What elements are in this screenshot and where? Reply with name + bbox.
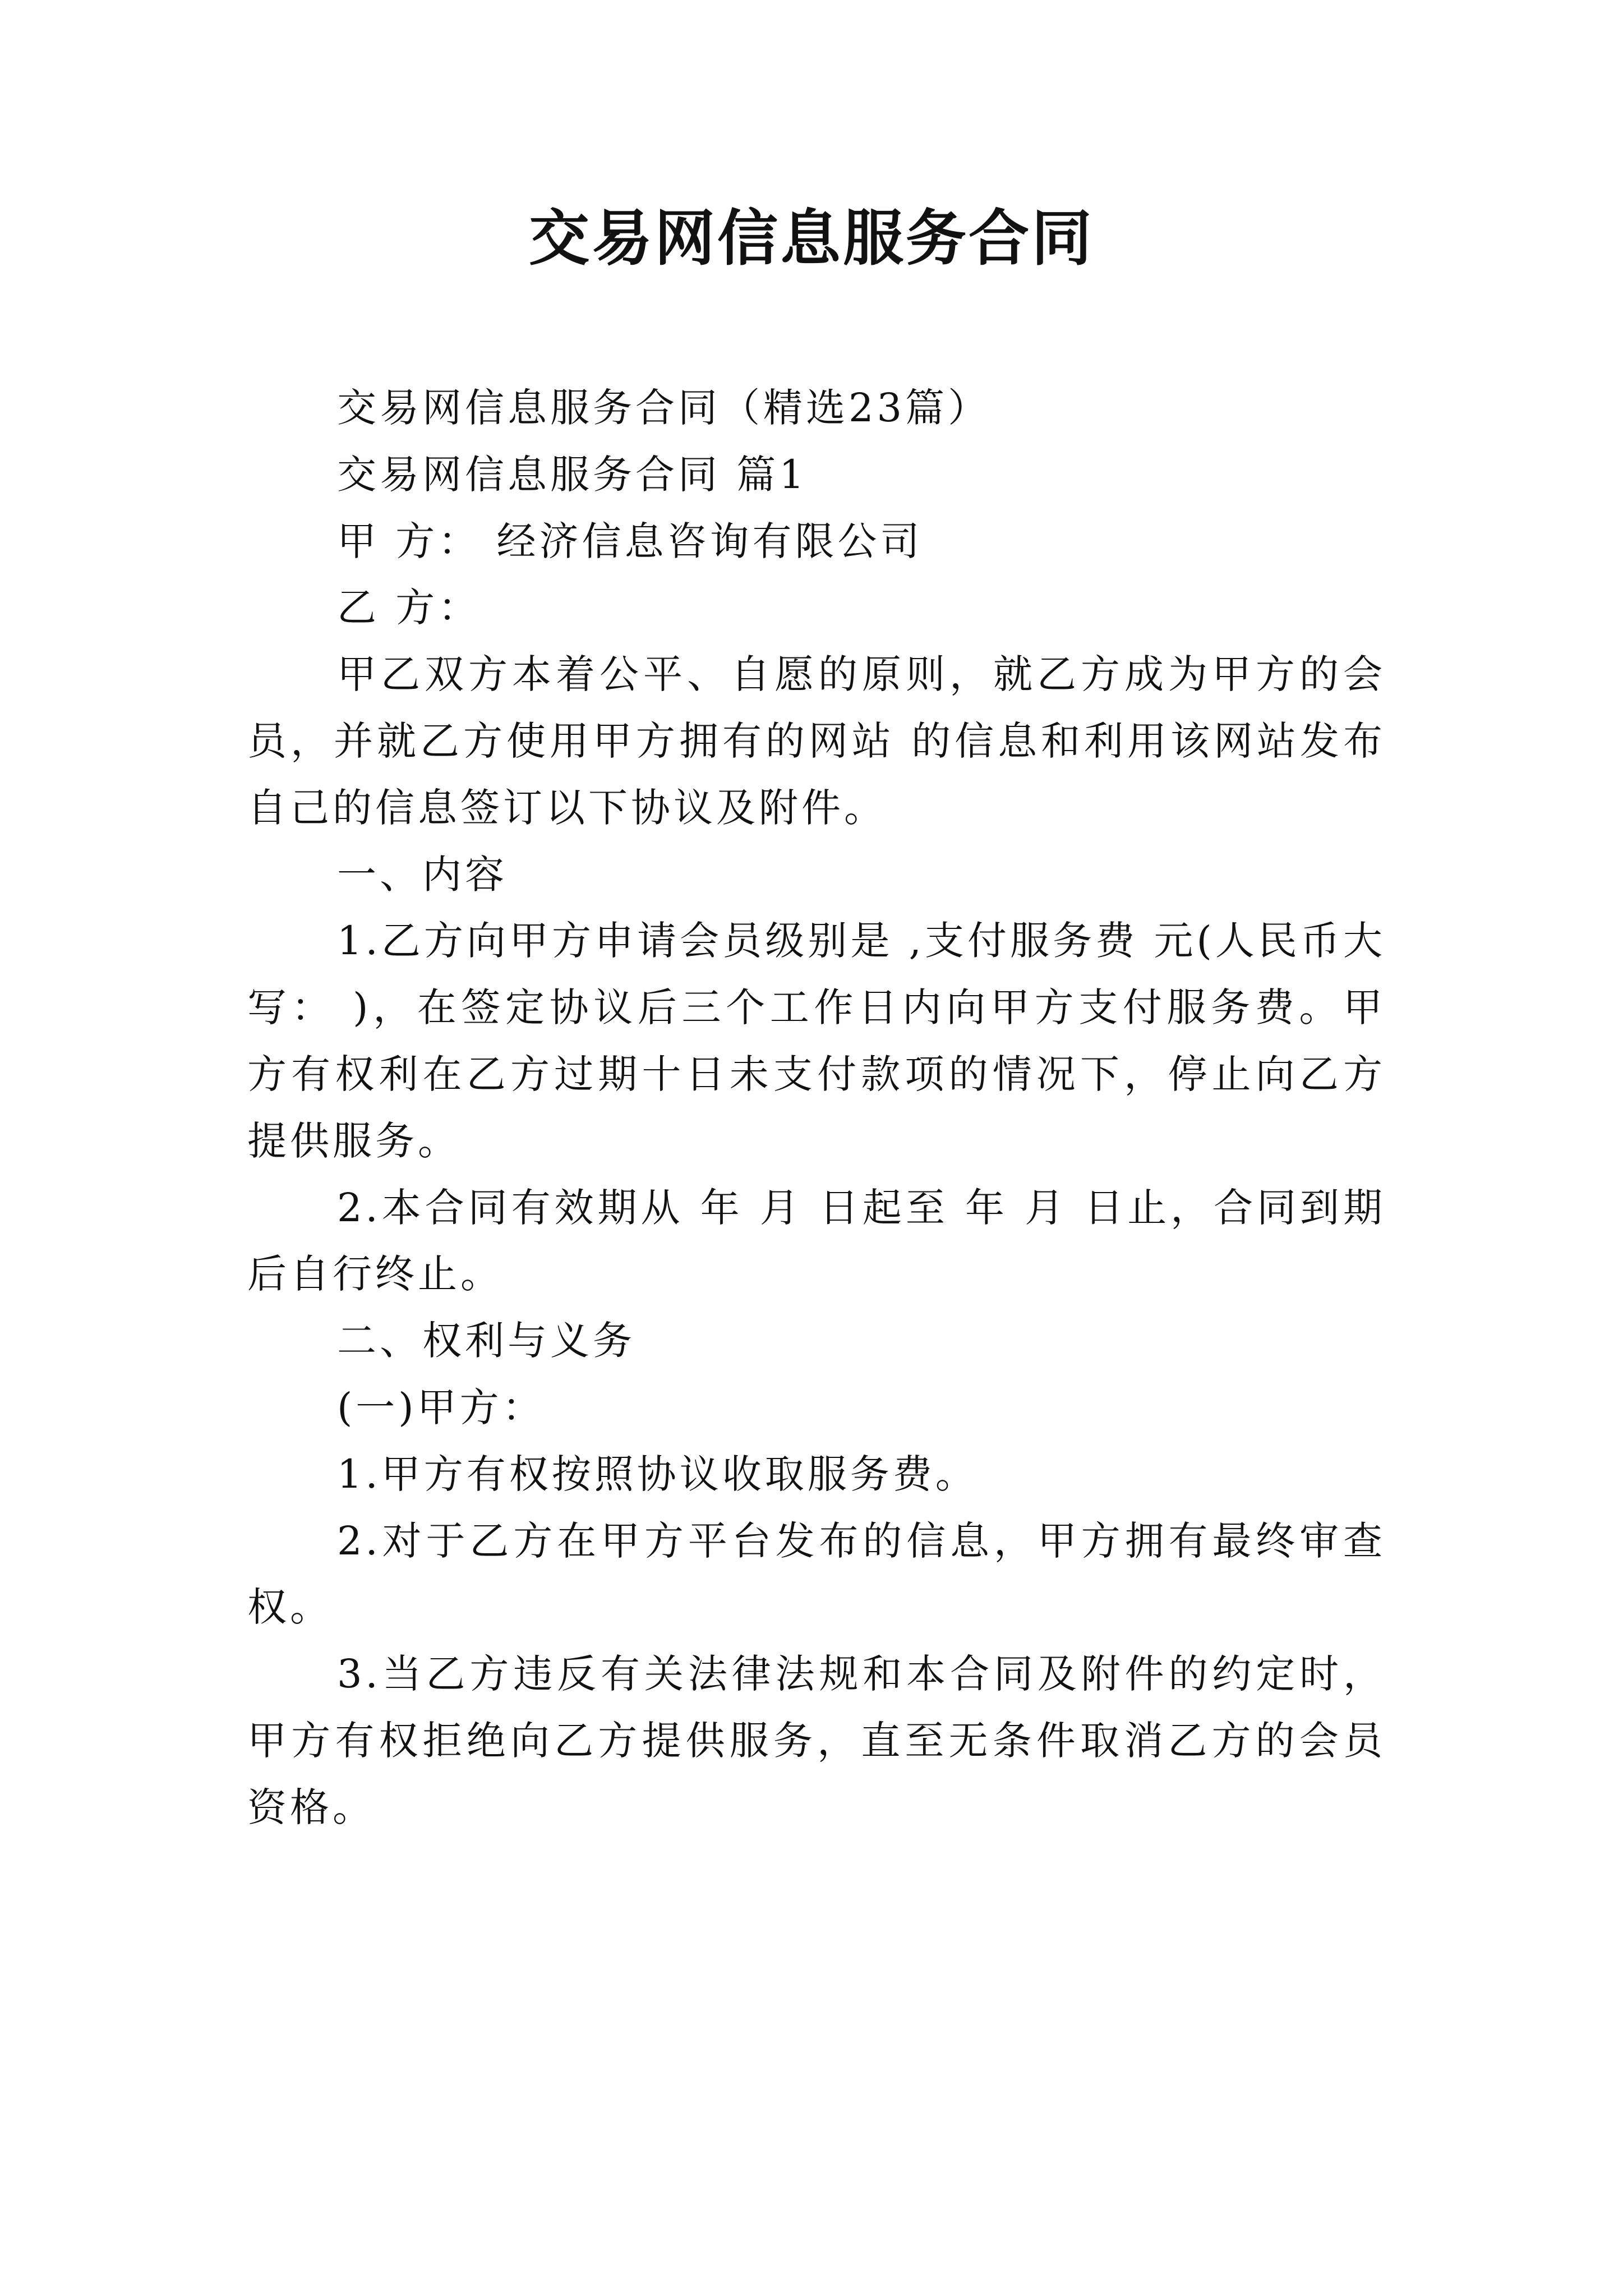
paragraph-section-heading: 交易网信息服务合同 篇1 xyxy=(337,451,808,498)
paragraph-clause-1-2: 2.本合同有效期从 年 月 日起至 年 月 日止，合同到期后自行终止。 xyxy=(247,1184,1386,1297)
paragraph-heading-content: 一、内容 xyxy=(337,851,508,898)
paragraph-preamble: 甲乙双方本着公平、自愿的原则，就乙方成为甲方的会员，并就乙方使用甲方拥有的网站 的信息和利用该网站发布自己的信息签订以下协议及附件。 xyxy=(247,651,1386,831)
paragraph-subheading-party-a: (一)甲方： xyxy=(337,1384,545,1430)
paragraph-heading-rights: 二、权利与义务 xyxy=(337,1318,635,1364)
document-body xyxy=(247,375,1386,1841)
paragraph-clause-2-2: 2.对于乙方在甲方平台发布的信息，甲方拥有最终审查权。 xyxy=(247,1517,1386,1631)
paragraph-party-a: 甲 方： 经济信息咨询有限公司 xyxy=(337,518,923,564)
paragraph-clause-2-1: 1.甲方有权按照协议收取服务费。 xyxy=(337,1451,978,1497)
document-title: 交易网信息服务合同 xyxy=(528,203,1094,274)
paragraph-clause-2-3: 3.当乙方违反有关法律法规和本合同及附件的约定时，甲方有权拒绝向乙方提供服务，直至无条件取消乙方的会员资格。 xyxy=(247,1651,1386,1830)
paragraph-party-b: 乙 方： xyxy=(337,585,481,631)
paragraph-subtitle: 交易网信息服务合同（精选23篇） xyxy=(337,385,991,431)
paragraph-clause-1-1: 1.乙方向甲方申请会员级别是 ,支付服务费 元(人民币大写： )，在签定协议后三个工作日内向甲方支付服务费。甲方有权利在乙方过期十日未支付款项的情况下，停止向乙方提供服务。 xyxy=(247,918,1386,1164)
